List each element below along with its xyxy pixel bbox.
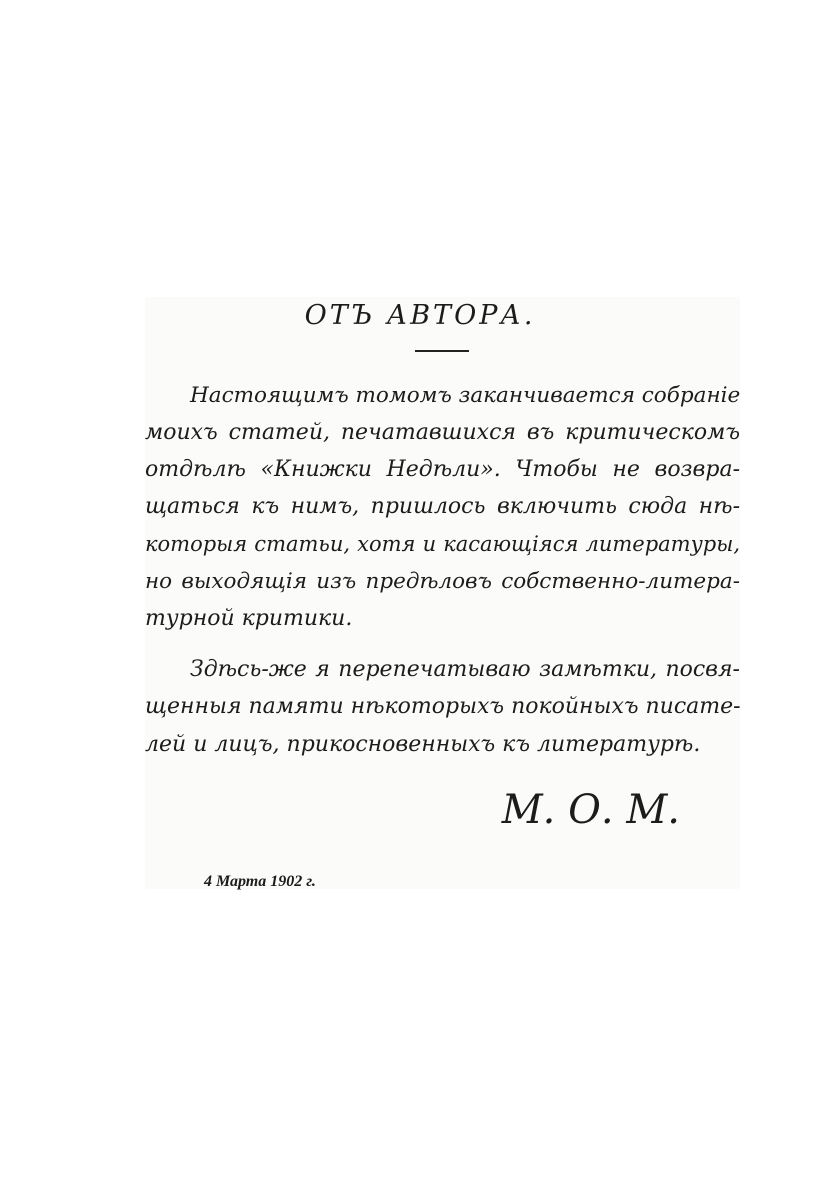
paragraph-2-line-3: лей и лицъ, прикосновенныхъ къ литературѣ. bbox=[145, 732, 701, 757]
paragraph-1-line-6: но выходящія изъ предѣловъ собственно-литера- bbox=[145, 569, 740, 594]
paragraph-1-line-4: щаться къ нимъ, пришлось включить сюда нѣ- bbox=[145, 494, 740, 519]
paragraph-1-line-7: турной критики. bbox=[145, 606, 353, 631]
paragraph-1-line-3: отдѣлѣ «Книжки Недѣли». Чтобы не возвра- bbox=[145, 457, 740, 482]
paragraph-1-line-5: которыя статьи, хотя и касающіяся литературы, bbox=[145, 532, 740, 556]
paragraph-1-line-2: моихъ статей, печатавшихся въ критическомъ bbox=[145, 420, 740, 445]
paragraph-2-line-1: Здѣсь-же я перепечатываю замѣтки, посвя- bbox=[190, 657, 740, 682]
page-heading: ОТЪ АВТОРА. bbox=[304, 300, 536, 331]
author-signature: М. О. М. bbox=[501, 787, 680, 833]
heading-rule bbox=[415, 350, 469, 352]
paragraph-2-line-2: щенныя памяти нѣкоторыхъ покойныхъ писате- bbox=[145, 694, 741, 719]
paragraph-1-line-1: Настоящимъ томомъ заканчивается собраніе bbox=[190, 383, 741, 408]
preface-date: 4 Марта 1902 г. bbox=[204, 873, 316, 890]
